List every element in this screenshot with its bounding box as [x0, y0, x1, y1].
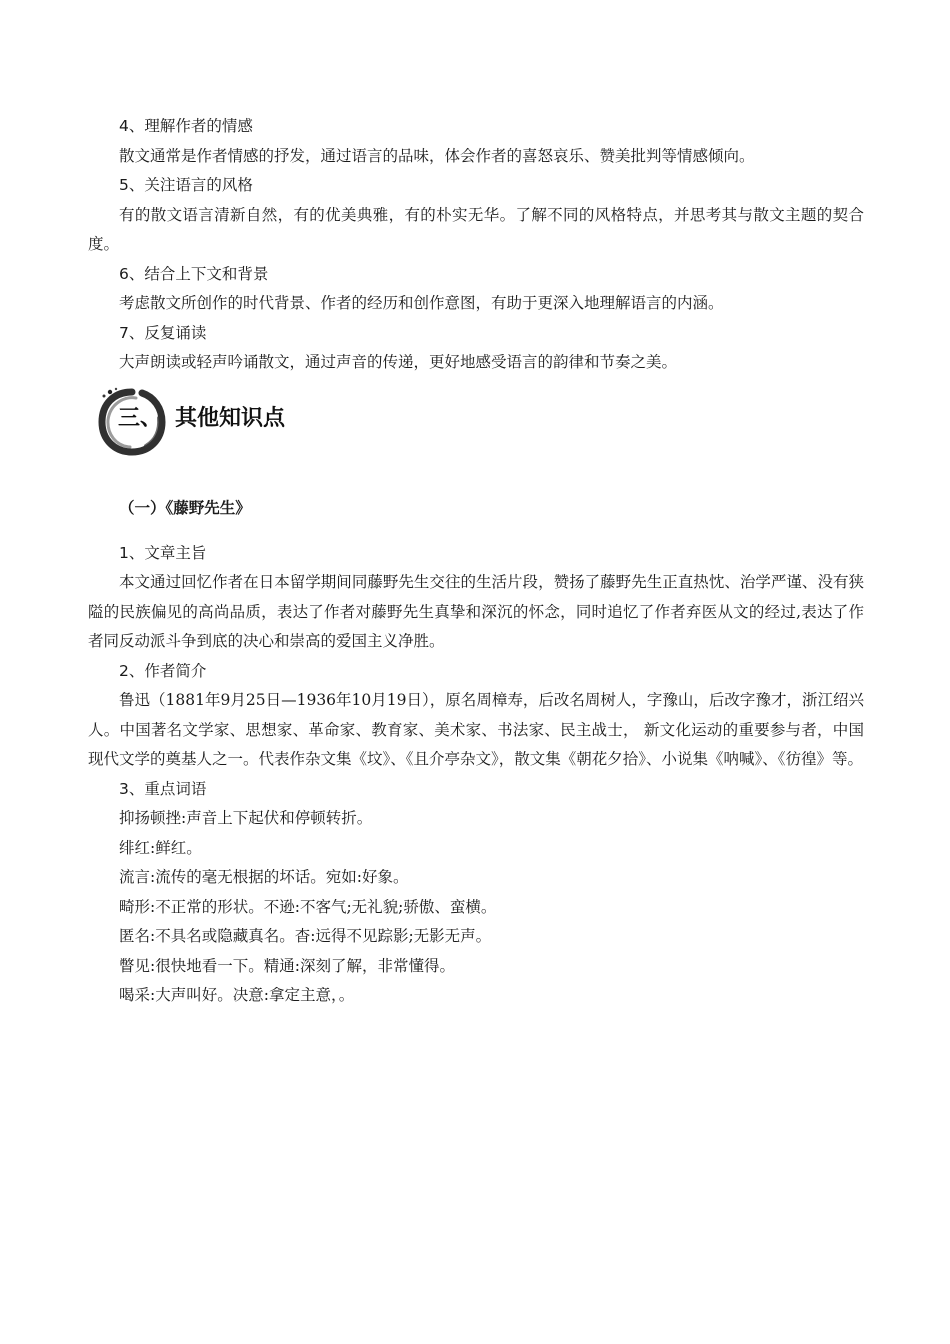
- vocab-item: 喝采:大声叫好。决意:拿定主意，。: [119, 986, 355, 1004]
- section-number: 三、: [118, 405, 163, 431]
- vocab-item: 匿名:不具名或隐藏真名。杳:远得不见踪影;无影无声。: [119, 927, 492, 945]
- item4-body: 散文通常是作者情感的抒发，通过语言的品味，体会作者的喜怒哀乐、赞美批判等情感倾向。: [119, 146, 755, 165]
- section-title: 其他知识点: [175, 405, 286, 431]
- section-heading: [88, 380, 864, 472]
- author-body: 鲁迅（1881年9月25日—1936年10月19日），原名周樟寿，后改名周树人，字豫山，后改字豫才，浙江绍兴人。中国著名文学家、思想家、革命家、教育家、美术家、书法家、民主战士， 新文化运动的重要参与者，中国现代文学的奠基人之一。代表作杂文集《坟》、《且介亭杂文》，散文集《朝花夕拾》、小说集《呐喊》、《彷徨》等。: [88, 691, 864, 768]
- subsection-title: （一）《藤野先生》: [119, 498, 251, 517]
- item6-body: 考虑散文所创作的时代背景、作者的经历和创作意图，有助于更深入地理解语言的内涵。: [119, 294, 724, 312]
- vocab-item: 畸形:不正常的形状。不逊:不客气;无礼貌;骄傲、蛮横。: [119, 897, 497, 916]
- vocab-item: 绯红:鲜红。: [119, 838, 202, 857]
- item6-title: 6、结合上下文和背景: [119, 264, 269, 283]
- author-title: 2、作者简介: [119, 661, 207, 680]
- vocab-title: 3、重点词语: [119, 779, 207, 798]
- item7-title: 7、反复诵读: [119, 323, 207, 342]
- vocab-item: 瞥见:很快地看一下。精通:深刻了解，非常懂得。: [119, 956, 455, 975]
- theme-body: 本文通过回忆作者在日本留学期间同藤野先生交往的生活片段，赞扬了藤野先生正直热忱、治学严谨、没有狭隘的民族偏见的高尚品质，表达了作者对藤野先生真挚和深沉的怀念，同时追忆了作者弃医从文的经过,表达了作者同反动派斗争到底的决心和崇高的爱国主义净胜。: [88, 573, 864, 650]
- theme-title: 1、文章主旨: [119, 543, 207, 562]
- item5-title: 5、关注语言的风格: [119, 176, 253, 194]
- page-content: [88, 112, 864, 1011]
- vocab-item: 流言:流传的毫无根据的坏话。宛如:好象。: [119, 868, 409, 886]
- item4-title: 4、理解作者的情感: [119, 117, 253, 135]
- item7-body: 大声朗读或轻声吟诵散文，通过声音的传递，更好地感受语言的韵律和节奏之美。: [119, 353, 678, 371]
- item5-body: 有的散文语言清新自然，有的优美典雅，有的朴实无华。了解不同的风格特点，并思考其与散文主题的契合度。: [88, 205, 864, 253]
- vocab-item: 抑扬顿挫:声音上下起伏和停顿转折。: [119, 809, 373, 827]
